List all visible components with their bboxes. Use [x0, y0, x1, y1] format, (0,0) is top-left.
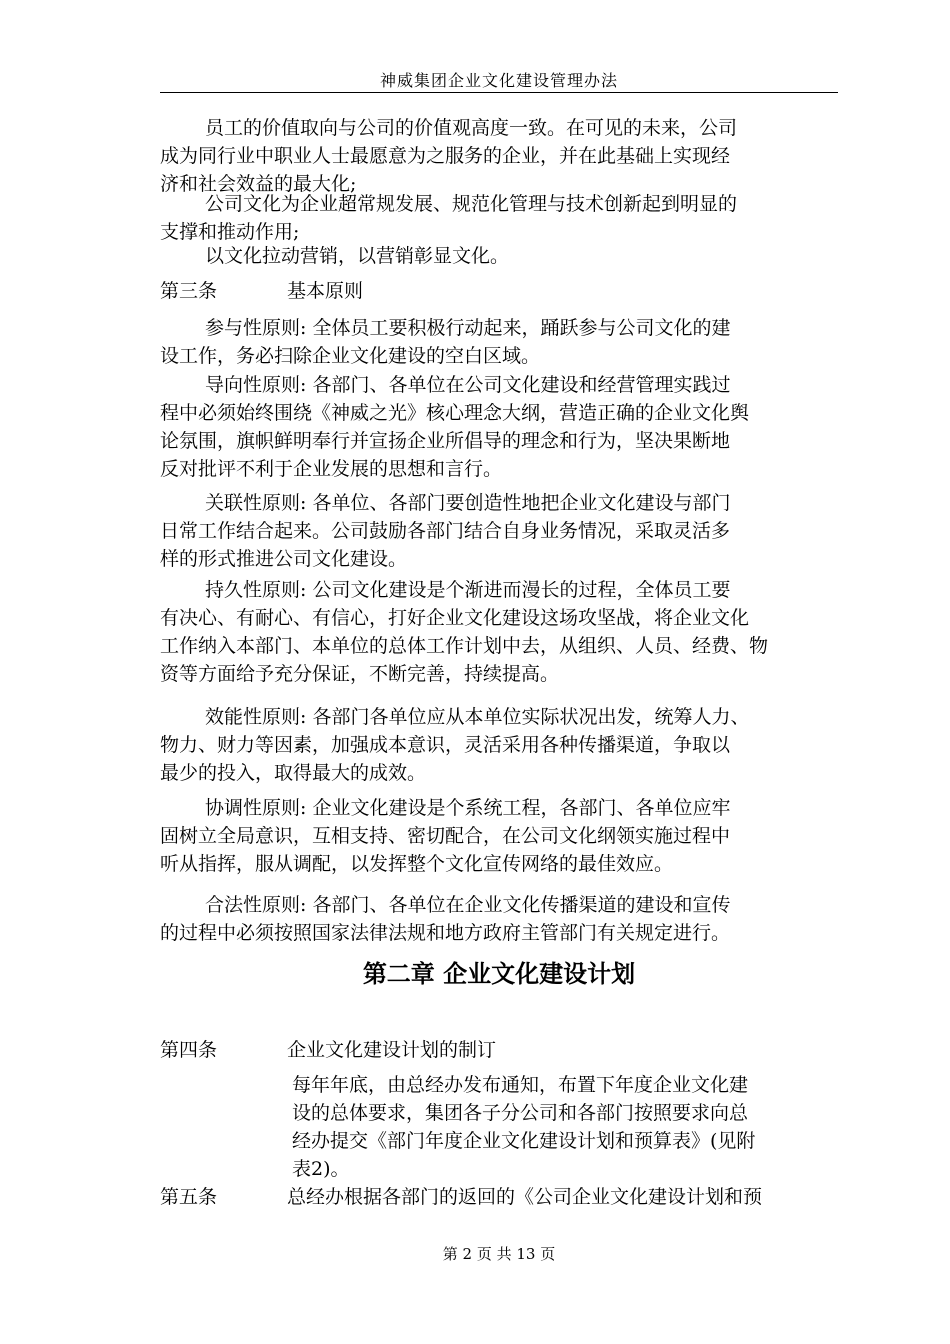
page-header-title: 神威集团企业文化建设管理办法 [379, 71, 618, 90]
text-line: 固树立全局意识，互相支持、密切配合，在公司文化纲领实施过程中 [160, 825, 731, 847]
text-line: 物力、财力等因素，加强成本意识，灵活采用各种传播渠道，争取以 [160, 734, 731, 756]
text-line: 员工的价值取向与公司的价值观高度一致。在可见的未来，公司 [205, 117, 738, 139]
paragraph-guidance-principle [160, 371, 850, 483]
article-3-number: 第三条 [160, 280, 218, 302]
page-footer: 第 2 页 共 13 页 [442, 1245, 556, 1263]
text-line: 效能性原则: 各部门各单位应从本单位实际状况出发，统筹人力、 [205, 706, 750, 728]
chapter-heading: 第二章 企业文化建设计划 [362, 960, 636, 988]
paragraph-culture-marketing [160, 242, 850, 270]
article-4-number: 第四条 [160, 1039, 218, 1061]
paragraph-coordination-principle [160, 794, 850, 878]
text-line: 参与性原则: 全体员工要积极行动起来，踊跃参与公司文化的建 [205, 317, 731, 339]
paragraph-employee-values [160, 114, 850, 198]
paragraph-participation-principle [160, 314, 850, 370]
text-line: 合法性原则: 各部门、各单位在企业文化传播渠道的建设和宣传 [205, 894, 731, 916]
paragraph-culture-support [160, 190, 850, 246]
text-line: 最少的投入，取得最大的成效。 [160, 762, 427, 784]
text-line: 程中必须始终围绕《神威之光》核心理念大纲，营造正确的企业文化舆 [160, 402, 750, 424]
paragraph-relevance-principle [160, 489, 850, 573]
text-line: 有决心、有耐心、有信心，打好企业文化建设这场攻坚战，将企业文化 [160, 607, 750, 629]
text-line: 以文化拉动营销，以营销彰显文化。 [205, 245, 510, 267]
text-line: 设的总体要求，集团各子分公司和各部门按照要求向总 [292, 1102, 749, 1124]
text-line: 支撑和推动作用; [160, 221, 300, 243]
paragraph-persistence-principle [160, 576, 850, 688]
text-line: 反对批评不利于企业发展的思想和言行。 [160, 458, 503, 480]
text-line: 经办提交《部门年度企业文化建设计划和预算表》(见附 [292, 1130, 756, 1152]
text-line: 论氛围，旗帜鲜明奉行并宣扬企业所倡导的理念和行为，坚决果断地 [160, 430, 731, 452]
article-5-number: 第五条 [160, 1186, 218, 1208]
text-line: 日常工作结合起来。公司鼓励各部门结合自身业务情况，采取灵活多 [160, 520, 731, 542]
text-line: 成为同行业中职业人士最愿意为之服务的企业，并在此基础上实现经 [160, 145, 731, 167]
text-line: 工作纳入本部门、本单位的总体工作计划中去，从组织、人员、经费、物 [160, 635, 769, 657]
header-divider [160, 92, 838, 93]
text-line: 样的形式推进公司文化建设。 [160, 548, 408, 570]
text-line: 设工作，务必扫除企业文化建设的空白区域。 [160, 345, 541, 367]
paragraph-efficiency-principle [160, 703, 850, 787]
text-line: 导向性原则: 各部门、各单位在公司文化建设和经营管理实践过 [205, 374, 731, 396]
article-4-body [292, 1071, 852, 1183]
article-4-title: 企业文化建设计划的制订 [287, 1039, 497, 1061]
text-line: 资等方面给予充分保证，不断完善，持续提高。 [160, 663, 560, 685]
article-3-title: 基本原则 [287, 280, 364, 302]
text-line: 济和社会效益的最大化; [160, 173, 357, 195]
paragraph-legality-principle [160, 891, 850, 947]
text-line: 表2)。 [292, 1158, 350, 1180]
text-line: 的过程中必须按照国家法律法规和地方政府主管部门有关规定进行。 [160, 922, 731, 944]
text-line: 持久性原则: 公司文化建设是个渐进而漫长的过程，全体员工要 [205, 579, 731, 601]
article-5-title: 总经办根据各部门的返回的《公司企业文化建设计划和预 [287, 1186, 763, 1208]
text-line: 每年年底，由总经办发布通知，布置下年度企业文化建 [292, 1074, 749, 1096]
text-line: 听从指挥，服从调配，以发挥整个文化宣传网络的最佳效应。 [160, 853, 674, 875]
text-line: 协调性原则: 企业文化建设是个系统工程，各部门、各单位应牢 [205, 797, 731, 819]
text-line: 关联性原则: 各单位、各部门要创造性地把企业文化建设与部门 [205, 492, 731, 514]
text-line: 公司文化为企业超常规发展、规范化管理与技术创新起到明显的 [205, 193, 738, 215]
